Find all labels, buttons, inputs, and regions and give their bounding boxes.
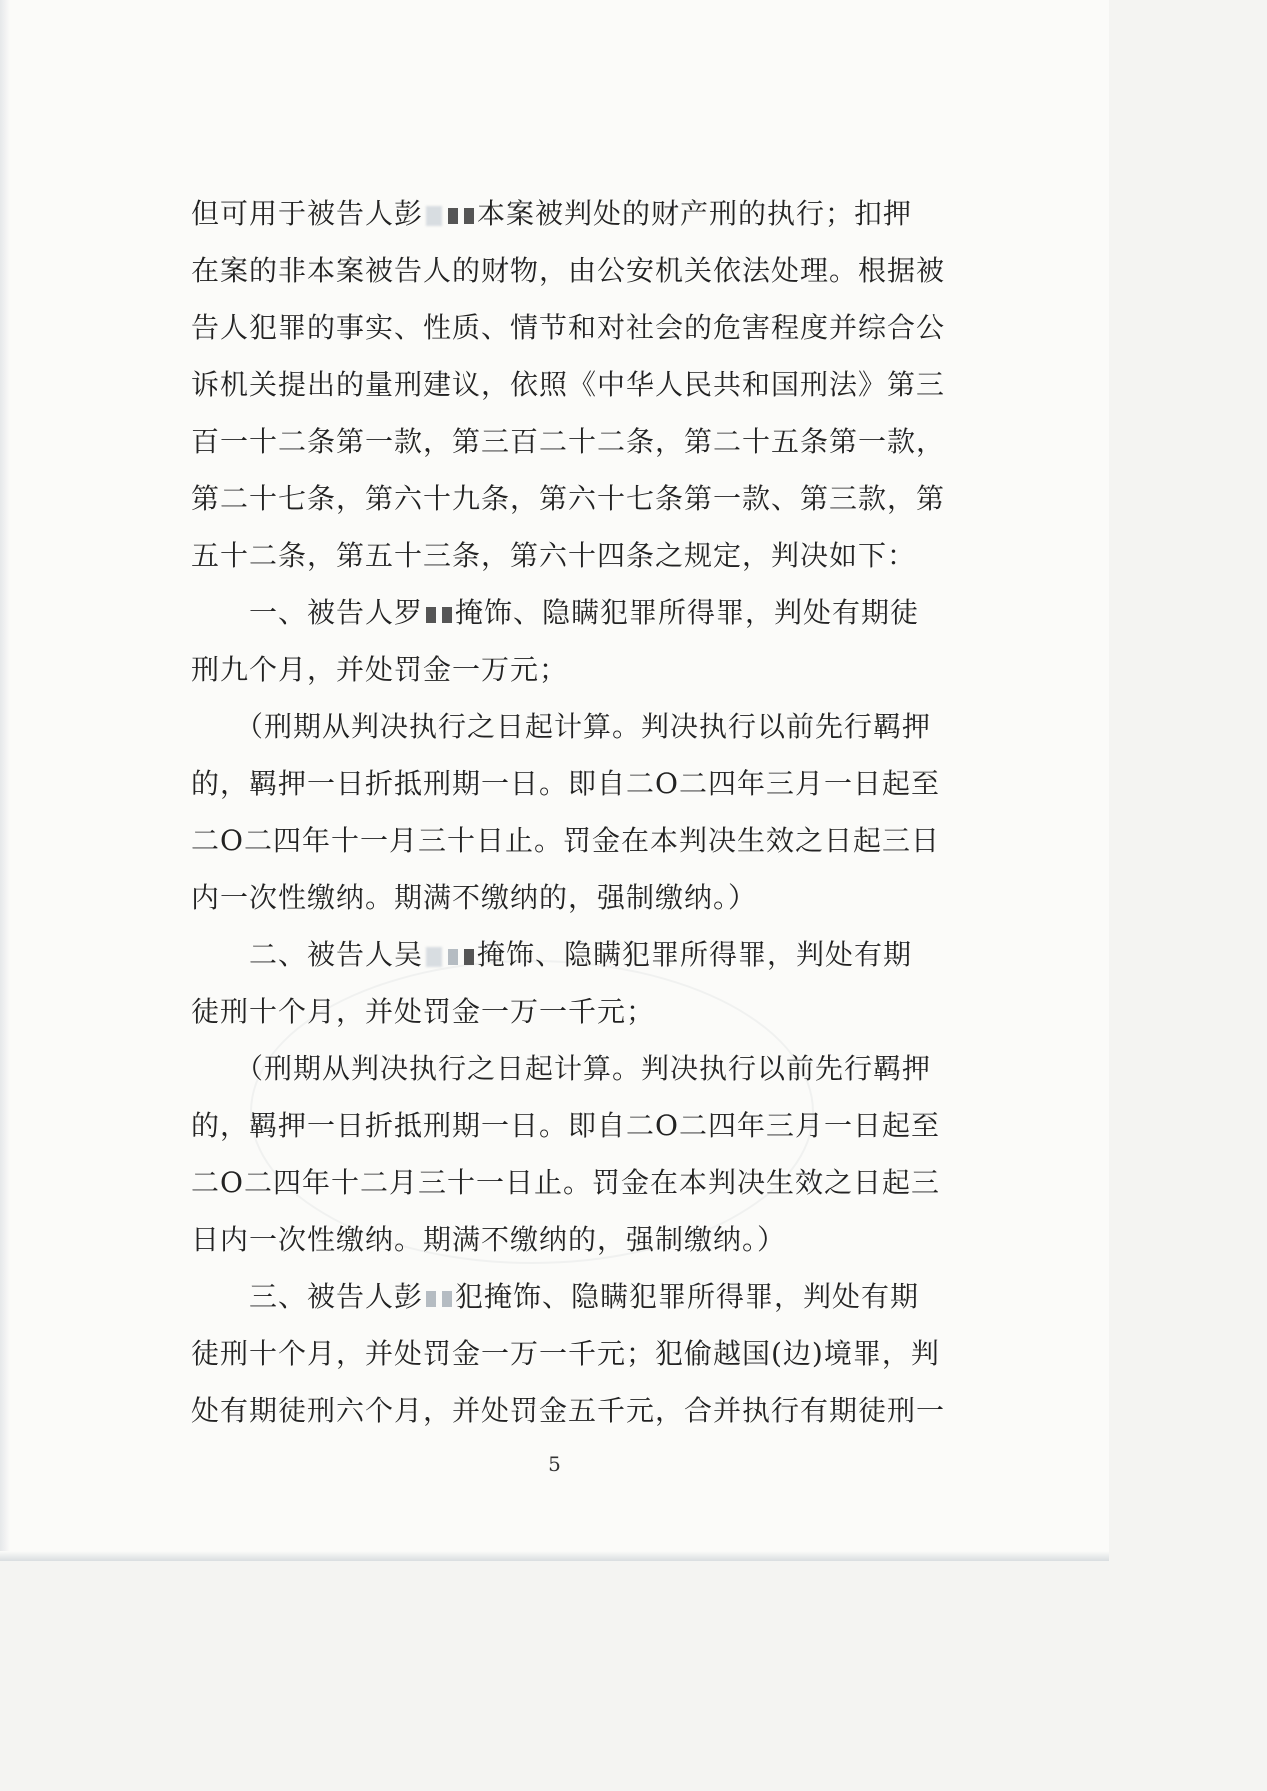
text-line [191,185,961,242]
text-line: 徒刑十个月，并处罚金一万一千元；犯偷越国(边)境罪，判 [191,1337,940,1370]
scan-edge-bottom [0,1551,1109,1561]
text-line: 日内一次性缴纳。期满不缴纳的，强制缴纳。） [191,1223,787,1256]
redaction-mark [464,949,474,965]
text-line [191,584,961,641]
text-segment: 一、被告人罗 [191,596,424,629]
text-line: 告人犯罪的事实、性质、情节和对社会的危害程度并综合公 [191,311,946,344]
text-line: 第二十七条，第六十九条，第六十七条第一款、第三款，第 [191,482,946,515]
text-line: 百一十二条第一款，第三百二十二条，第二十五条第一款， [191,425,946,458]
document-body [191,185,961,1439]
text-line: 内一次性缴纳。期满不缴纳的，强制缴纳。） [191,881,758,914]
redaction-mark [464,208,474,224]
text-segment: 掩饰、隐瞒犯罪所得罪，判处有期徒 [455,596,920,629]
text-segment: 二、被告人吴 [191,938,424,971]
text-line: 刑九个月，并处罚金一万元； [191,653,569,686]
text-segment: 本案被判处的财产刑的执行；扣押 [477,197,913,230]
text-segment: 但可用于被告人彭 [191,197,424,230]
redaction-mark [448,949,458,965]
text-segment: 掩饰、隐瞒犯罪所得罪，判处有期 [477,938,913,971]
text-line [191,1268,961,1325]
text-segment: 三、被告人彭 [191,1280,424,1313]
redaction-mark [442,1291,452,1307]
text-line: 在案的非本案被告人的财物，由公安机关依法处理。根据被 [191,254,946,287]
text-line [191,926,961,983]
text-line: （刑期从判决执行之日起计算。判决执行以前先行羁押 [191,1052,932,1085]
text-segment: 犯掩饰、隐瞒犯罪所得罪，判处有期 [455,1280,920,1313]
text-line: 的，羁押一日折抵刑期一日。即自二O二四年三月一日起至 [191,767,940,800]
text-line: 的，羁押一日折抵刑期一日。即自二O二四年三月一日起至 [191,1109,940,1142]
text-line: 徒刑十个月，并处罚金一万一千元； [191,995,656,1028]
text-line: （刑期从判决执行之日起计算。判决执行以前先行羁押 [191,710,932,743]
text-line: 处有期徒刑六个月，并处罚金五千元，合并执行有期徒刑一 [191,1394,946,1427]
redaction-mark [426,1291,436,1307]
redaction-mark [426,206,442,226]
text-line: 五十二条，第五十三条，第六十四条之规定，判决如下： [191,539,917,572]
page-number: 5 [548,1452,561,1476]
redaction-mark [448,208,458,224]
text-line: 二O二四年十二月三十一日止。罚金在本判决生效之日起三 [191,1166,940,1199]
redaction-mark [426,607,436,623]
redaction-mark [442,607,452,623]
text-line: 二O二四年十一月三十日止。罚金在本判决生效之日起三日 [191,824,940,857]
redaction-mark [426,947,442,967]
scan-edge-left [0,0,10,1561]
text-line: 诉机关提出的量刑建议，依照《中华人民共和国刑法》第三 [191,368,946,401]
